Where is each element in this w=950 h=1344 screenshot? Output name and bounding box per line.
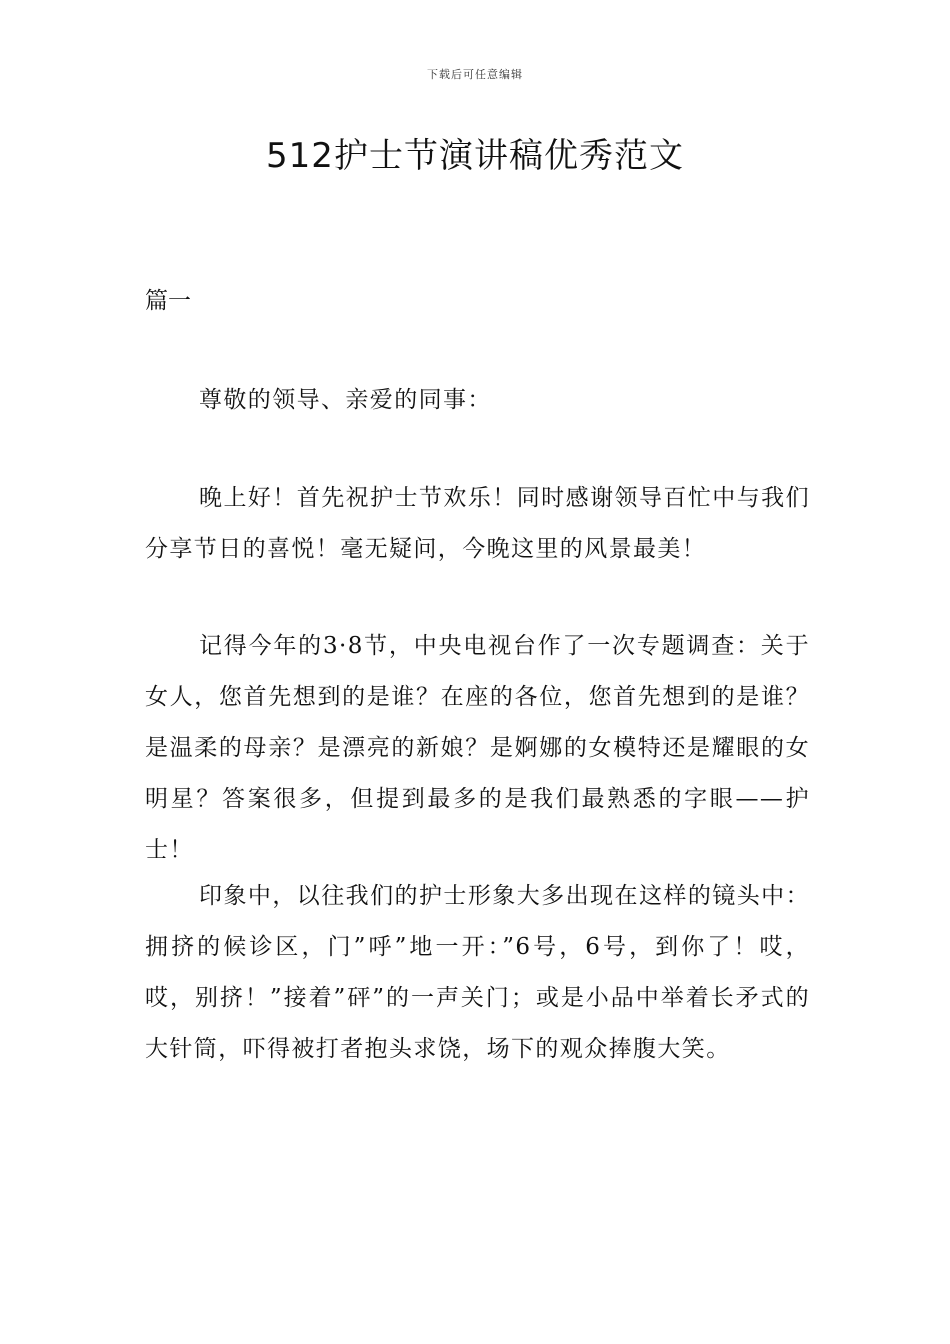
section-label: 篇一 [145,288,191,314]
document-title: 512护士节演讲稿优秀范文 [266,136,684,176]
body-paragraph: 晚上好！首先祝护士节欢乐！同时感谢领导百忙中与我们分享节日的喜悦！毫无疑问，今晚这里的风景最美！ [145,485,810,562]
header-note: 下载后可任意编辑 [427,68,523,81]
body-paragraph: 印象中，以往我们的护士形象大多出现在这样的镜头中：拥挤的候诊区，门”呼”地一开：”6号，6号，到你了！哎，哎，别挤！”接着”砰”的一声关门；或是小品中举着长矛式的大针筒，吓得被打者抱头求饶，场下的观众捧腹大笑。 [145,883,810,1062]
salutation-paragraph: 尊敬的领导、亲爱的同事： [199,387,492,413]
body-paragraph: 记得今年的3·8节，中央电视台作了一次专题调查：关于女人，您首先想到的是谁？在座的各位，您首先想到的是谁？是温柔的母亲？是漂亮的新娘？是婀娜的女模特还是耀眼的女明星？答案很多，但提到最多的是我们最熟悉的字眼——护士！ [145,633,810,863]
